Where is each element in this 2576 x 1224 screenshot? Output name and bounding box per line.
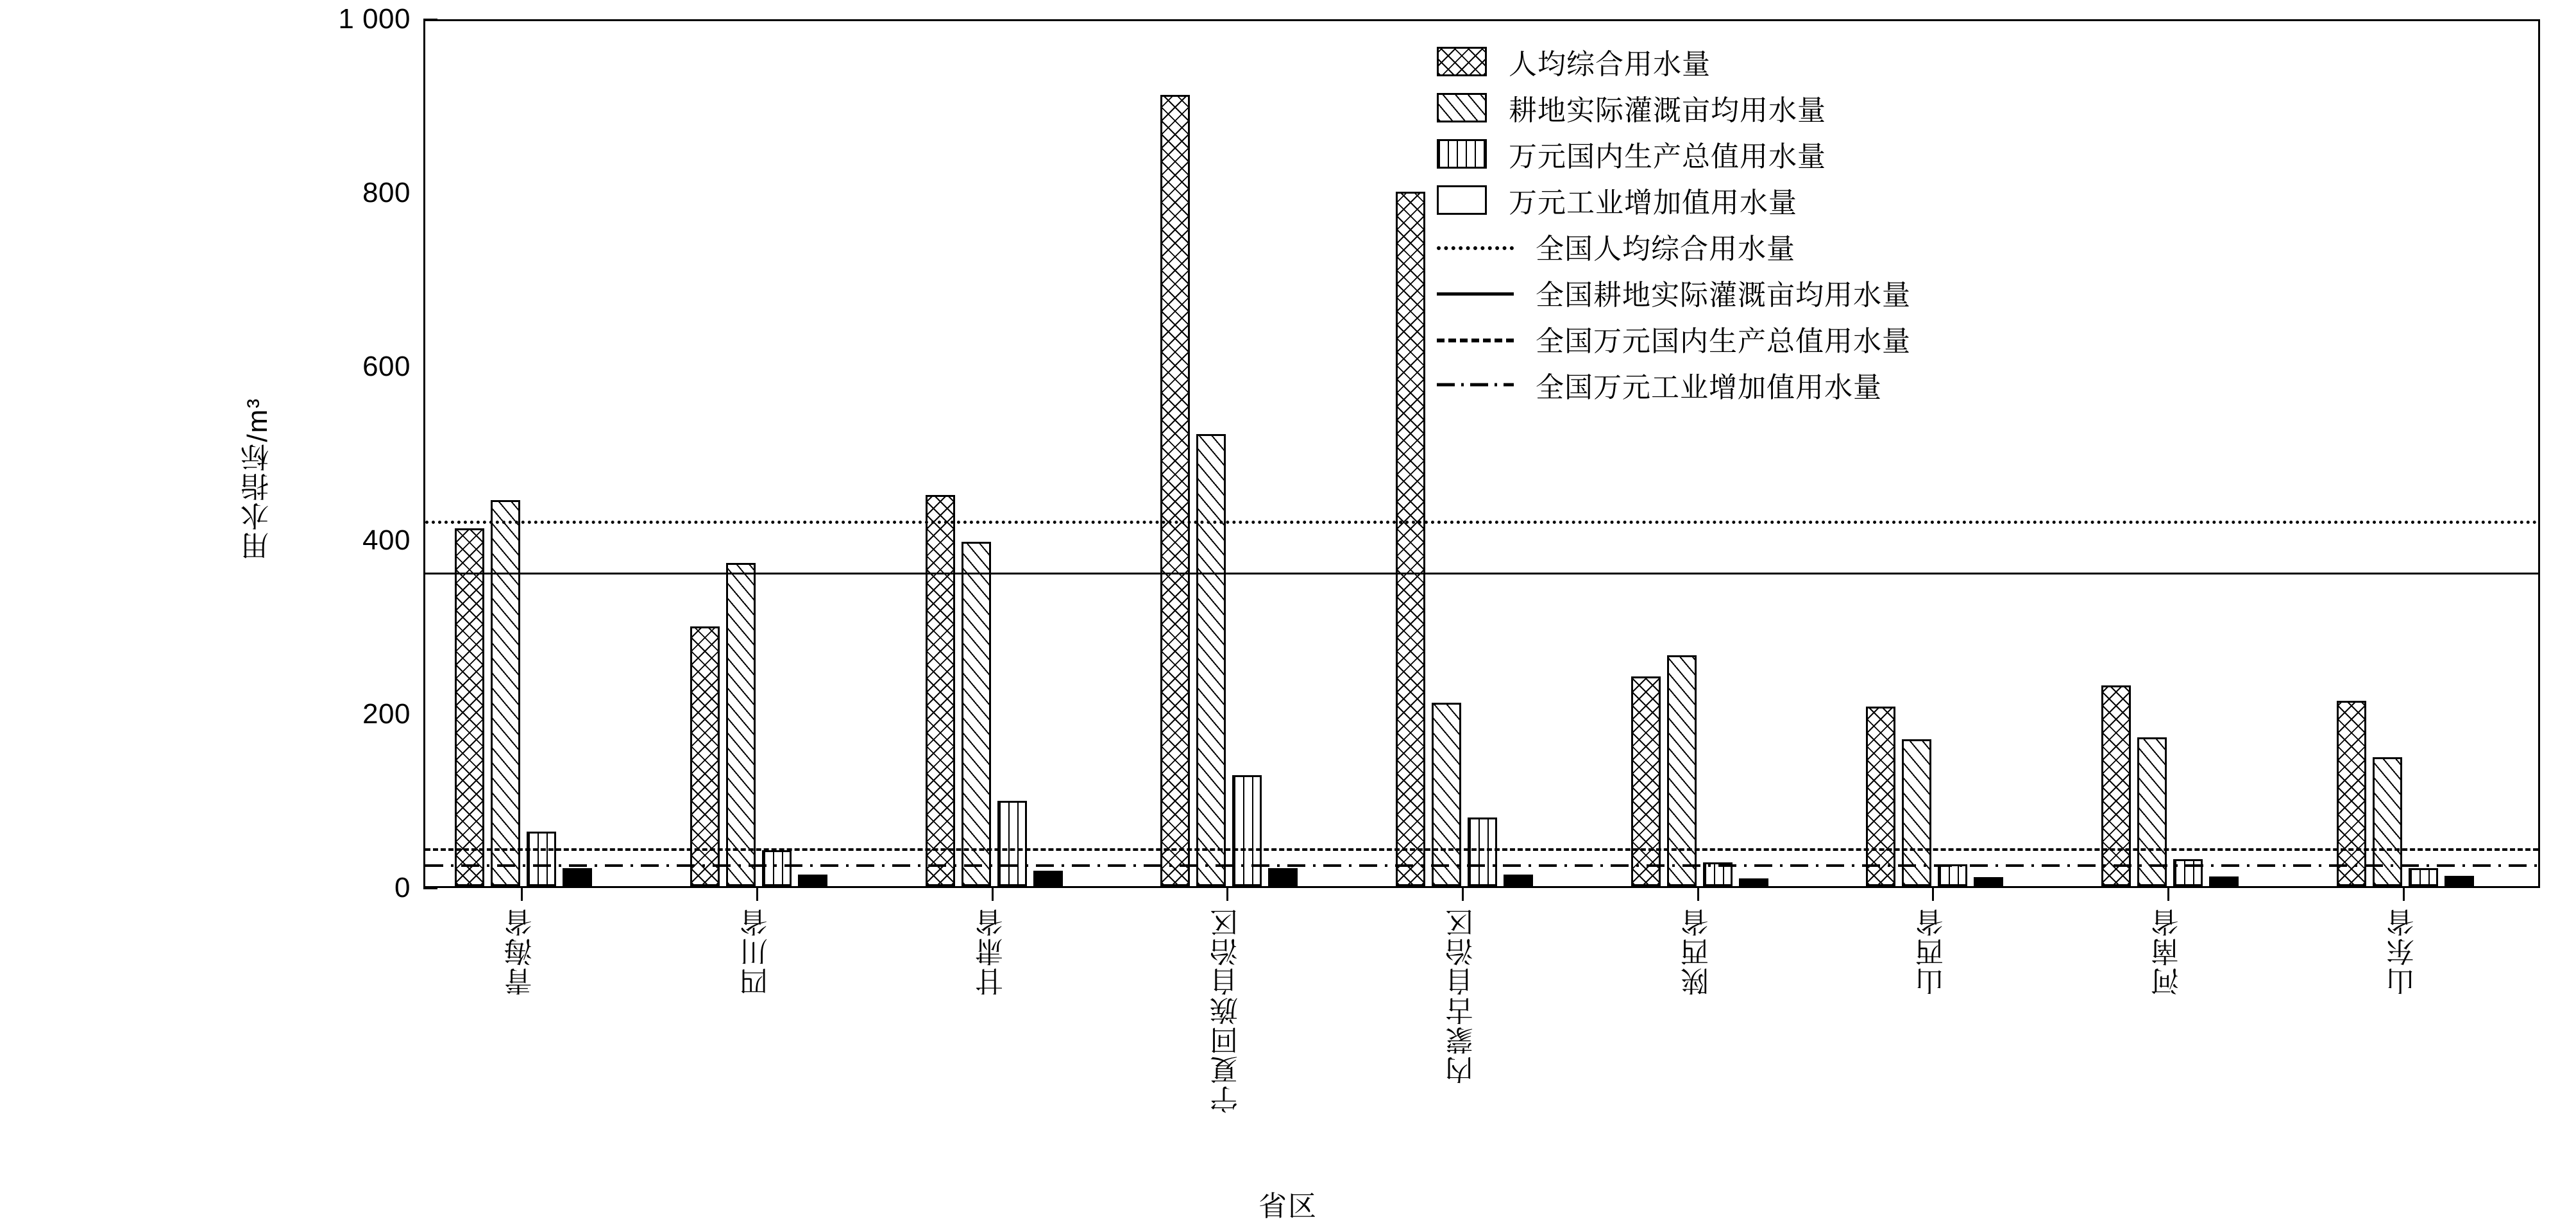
x-axis-tick-mark: [992, 888, 994, 901]
x-axis-tick-mark: [2167, 888, 2169, 901]
bar: [1974, 877, 2003, 886]
reference-line: [425, 521, 2538, 524]
legend-label: 全国万元国内生产总值用水量: [1536, 326, 1911, 357]
legend-label: 万元工业增加值用水量: [1509, 187, 1797, 219]
y-axis-tick-label: 400: [362, 524, 411, 556]
bar: [690, 626, 720, 886]
bar: [962, 542, 991, 886]
bar: [1432, 703, 1461, 886]
bar: [926, 495, 955, 886]
x-axis-tick-mark: [756, 888, 758, 901]
x-axis-tick-label: 内蒙古自治区: [1446, 907, 1478, 1084]
legend-line-sample: [1437, 370, 1514, 399]
legend-label: 耕地实际灌溉亩均用水量: [1509, 95, 1826, 126]
legend-swatch: [1437, 185, 1487, 215]
y-axis-tick-label: 1 000: [338, 3, 411, 35]
x-axis-tick-label: 甘肃省: [976, 907, 1008, 996]
bar: [2337, 701, 2366, 886]
bar: [1739, 878, 1768, 886]
legend-label: 全国耕地实际灌溉亩均用水量: [1536, 280, 1911, 311]
legend-swatch: [1437, 139, 1487, 169]
bar: [1866, 707, 1895, 886]
y-axis-tick-label: 800: [362, 177, 411, 208]
bar: [1468, 817, 1497, 886]
bar: [726, 563, 756, 886]
reference-line: [425, 864, 2538, 868]
x-axis-tick-label: 宁夏回族自治区: [1211, 907, 1243, 1114]
bar: [1396, 192, 1425, 886]
y-axis-title: 用水指标/m³: [242, 398, 273, 560]
bar: [2445, 876, 2474, 886]
legend-line-sample: [1437, 278, 1514, 307]
legend-label: 万元国内生产总值用水量: [1509, 141, 1826, 172]
bar: [1033, 871, 1063, 886]
bar: [2409, 868, 2438, 886]
x-axis-tick-mark: [1932, 888, 1934, 901]
x-axis-tick-mark: [521, 888, 523, 901]
y-axis-tick-label: 200: [362, 698, 411, 730]
y-axis-tick-label: 600: [362, 351, 411, 382]
bar: [1504, 875, 1533, 886]
x-axis-tick-mark: [1697, 888, 1699, 901]
y-axis-tick-label: 0: [394, 872, 411, 903]
x-axis-tick-label: 山西省: [1917, 907, 1949, 996]
bar: [1938, 864, 1967, 886]
legend-item: [1437, 269, 2078, 315]
reference-line: [425, 848, 2538, 851]
y-axis-tick-labels: [334, 3, 411, 903]
x-axis-tick-label: 青海省: [505, 907, 538, 996]
bar: [997, 801, 1027, 886]
legend-swatch: [1437, 47, 1487, 76]
x-axis-tick-marks: [423, 888, 2540, 907]
bar: [2209, 876, 2239, 886]
bar: [1232, 775, 1262, 886]
legend-line-sample: [1437, 324, 1514, 353]
bar: [527, 832, 556, 886]
x-axis-tick-mark: [2403, 888, 2405, 901]
x-axis-tick-label: 山东省: [2387, 907, 2419, 996]
bar: [491, 500, 520, 886]
legend-item: [1437, 315, 2078, 362]
bar: [1160, 95, 1190, 886]
legend-swatch: [1437, 93, 1487, 122]
reference-line: [425, 573, 2538, 574]
bar: [762, 850, 792, 886]
x-axis-tick-label: 河南省: [2152, 907, 2183, 996]
x-axis-title: 省区: [1258, 1191, 1318, 1222]
bar: [798, 875, 827, 886]
bar: [563, 868, 592, 886]
legend-label: 全国万元工业增加值用水量: [1536, 372, 1882, 403]
legend-item: [1437, 85, 2078, 131]
legend-item: [1437, 131, 2078, 177]
bar: [1667, 655, 1697, 886]
bar: [455, 528, 484, 886]
legend-label: 人均综合用水量: [1509, 49, 1711, 80]
bar: [1268, 868, 1298, 886]
x-axis-tick-label: 陕西省: [1681, 907, 1713, 996]
legend-item: [1437, 177, 2078, 223]
x-axis-tick-mark: [1462, 888, 1464, 901]
legend-item: [1437, 38, 2078, 85]
bar: [2101, 685, 2131, 886]
legend-line-sample: [1437, 231, 1514, 261]
legend-label: 全国人均综合用水量: [1536, 233, 1795, 265]
bar: [1196, 434, 1226, 886]
x-axis-tick-label: 四川省: [741, 907, 772, 996]
x-axis-tick-labels: [423, 907, 2540, 1177]
chart-legend: [1437, 38, 2078, 408]
bar: [1631, 676, 1661, 886]
legend-item: [1437, 362, 2078, 408]
x-axis-tick-mark: [1226, 888, 1228, 901]
legend-item: [1437, 223, 2078, 269]
